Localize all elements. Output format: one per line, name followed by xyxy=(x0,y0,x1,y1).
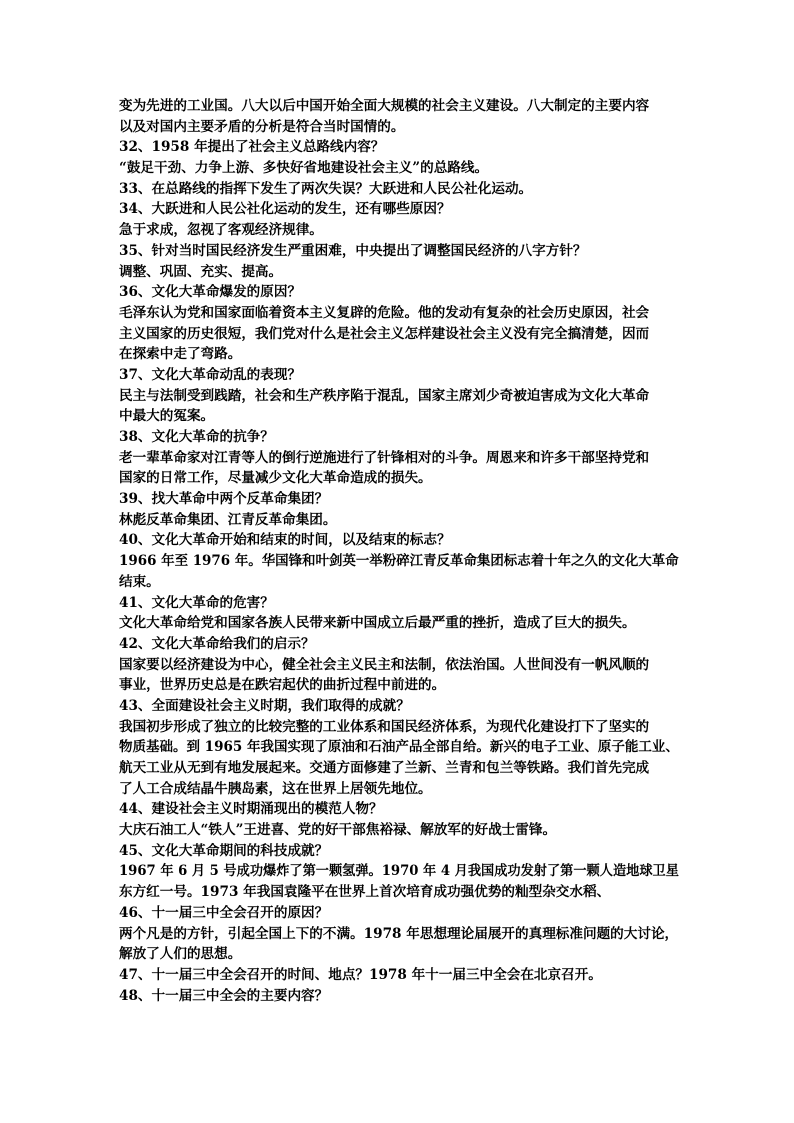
answer-line: 国家要以经济建设为中心，健全社会主义民主和法制，依法治国。人世间没有一帆风顺的 xyxy=(119,656,650,673)
answer-line: 主义国家的历史很短，我们党对什么是社会主义怎样建设社会主义没有完全搞清楚，因而 xyxy=(119,325,650,342)
question-line: 33、在总路线的指挥下发生了两次失误？大跃进和人民公社化运动。 xyxy=(119,180,533,197)
answer-line: 1966 年至 1976 年。华国锋和叶剑英一举粉碎江青反革命集团标志着十年之久的文化大革命 xyxy=(119,553,679,570)
question-line: 41、文化大革命的危害？ xyxy=(119,594,274,611)
question-line: 38、文化大革命的抗争？ xyxy=(119,429,274,445)
answer-line: 1967 年 6 月 5 号成功爆炸了第一颗氢弹。1970 年 4 月我国成功发射了第一颗人造地球卫星 xyxy=(119,863,679,880)
answer-line: 以及对国内主要矛盾的分析是符合当时国情的。 xyxy=(119,118,405,135)
answer-line: 老一辈革命家对江青等人的倒行逆施进行了针锋相对的斗争。周恩来和许多干部坚持党和 xyxy=(119,449,650,466)
answer-line: 我国初步形成了独立的比较完整的工业体系和国民经济体系，为现代化建设打下了坚实的 xyxy=(119,718,650,735)
answer-line: 民主与法制受到践踏，社会和生产秩序陷于混乱，国家主席刘少奇被迫害成为文化大革命 xyxy=(119,387,650,404)
question-line: 47、十一届三中全会召开的时间、地点？1978 年十一届三中全会在北京召开。 xyxy=(119,966,602,983)
answer-line: 林彪反革命集团、江青反革命集团。 xyxy=(119,511,337,528)
question-line: 43、全面建设社会主义时期，我们取得的成就？ xyxy=(119,697,410,714)
answer-line: “鼓足干劲、力争上游、多快好省地建设社会主义”的总路线。 xyxy=(119,160,489,177)
question-line: 37、文化大革命动乱的表现？ xyxy=(119,366,302,383)
question-line: 35、针对当时国民经济发生严重困难，中央提出了调整国民经济的八字方针？ xyxy=(119,242,587,259)
answer-line: 在探索中走了弯路。 xyxy=(119,346,242,363)
answer-line: 调整、巩固、充实、提高。 xyxy=(119,263,283,280)
question-line: 32、1958 年提出了社会主义总路线内容？ xyxy=(119,139,385,156)
answer-line: 事业，世界历史总是在跌宕起伏的曲折过程中前进的。 xyxy=(119,677,446,694)
question-line: 46、十一届三中全会召开的原因？ xyxy=(119,904,329,921)
question-line: 40、文化大革命开始和结束的时间，以及结束的标志？ xyxy=(119,532,451,549)
answer-line: 文化大革命给党和国家各族人民带来新中国成立后最严重的挫折，造成了巨大的损失。 xyxy=(119,615,636,632)
answer-line: 航天工业从无到有地发展起来。交通方面修建了兰新、兰青和包兰等铁路。我们首先完成 xyxy=(119,760,650,776)
answer-line: 变为先进的工业国。八大以后中国开始全面大规模的社会主义建设。八大制定的主要内容 xyxy=(119,98,650,114)
answer-line: 两个凡是的方针，引起全国上下的不满。1978 年思想理论届展开的真理标准问题的大讨论， xyxy=(119,925,679,942)
answer-line: 毛泽东认为党和国家面临着资本主义复辟的危险。他的发动有复杂的社会历史原因，社会 xyxy=(119,304,650,321)
document-page xyxy=(119,96,679,1006)
question-line: 45、文化大革命期间的科技成就？ xyxy=(119,842,329,859)
answer-line: 物质基础。到 1965 年我国实现了原油和石油产品全部自给。新兴的电子工业、原子能工业、 xyxy=(119,739,679,756)
question-line: 42、文化大革命给我们的启示？ xyxy=(119,635,315,652)
answer-line: 急于求成，忽视了客观经济规律。 xyxy=(119,222,323,239)
answer-line: 解放了人们的思想。 xyxy=(119,946,242,963)
question-line: 39、找大革命中两个反革命集团？ xyxy=(119,491,329,508)
question-line: 44、建设社会主义时期涌现出的模范人物？ xyxy=(119,801,383,818)
answer-line: 东方红一号。1973 年我国袁隆平在世界上首次培育成功强优势的籼型杂交水稻、 xyxy=(119,884,611,901)
question-line: 48、十一届三中全会的主要内容？ xyxy=(119,987,329,1004)
question-line: 36、文化大革命爆发的原因？ xyxy=(119,284,302,301)
answer-line: 结束。 xyxy=(119,573,160,590)
answer-line: 大庆石油工人“铁人”王进喜、党的好干部焦裕禄、解放军的好战士雷锋。 xyxy=(119,822,557,839)
answer-line: 中最大的冤案。 xyxy=(119,408,215,425)
answer-line: 了人工合成结晶牛胰岛素，这在世界上居领先地位。 xyxy=(119,780,432,797)
question-line: 34、大跃进和人民公社化运动的发生，还有哪些原因？ xyxy=(119,201,451,218)
answer-line: 国家的日常工作，尽量减少文化大革命造成的损失。 xyxy=(119,470,432,487)
